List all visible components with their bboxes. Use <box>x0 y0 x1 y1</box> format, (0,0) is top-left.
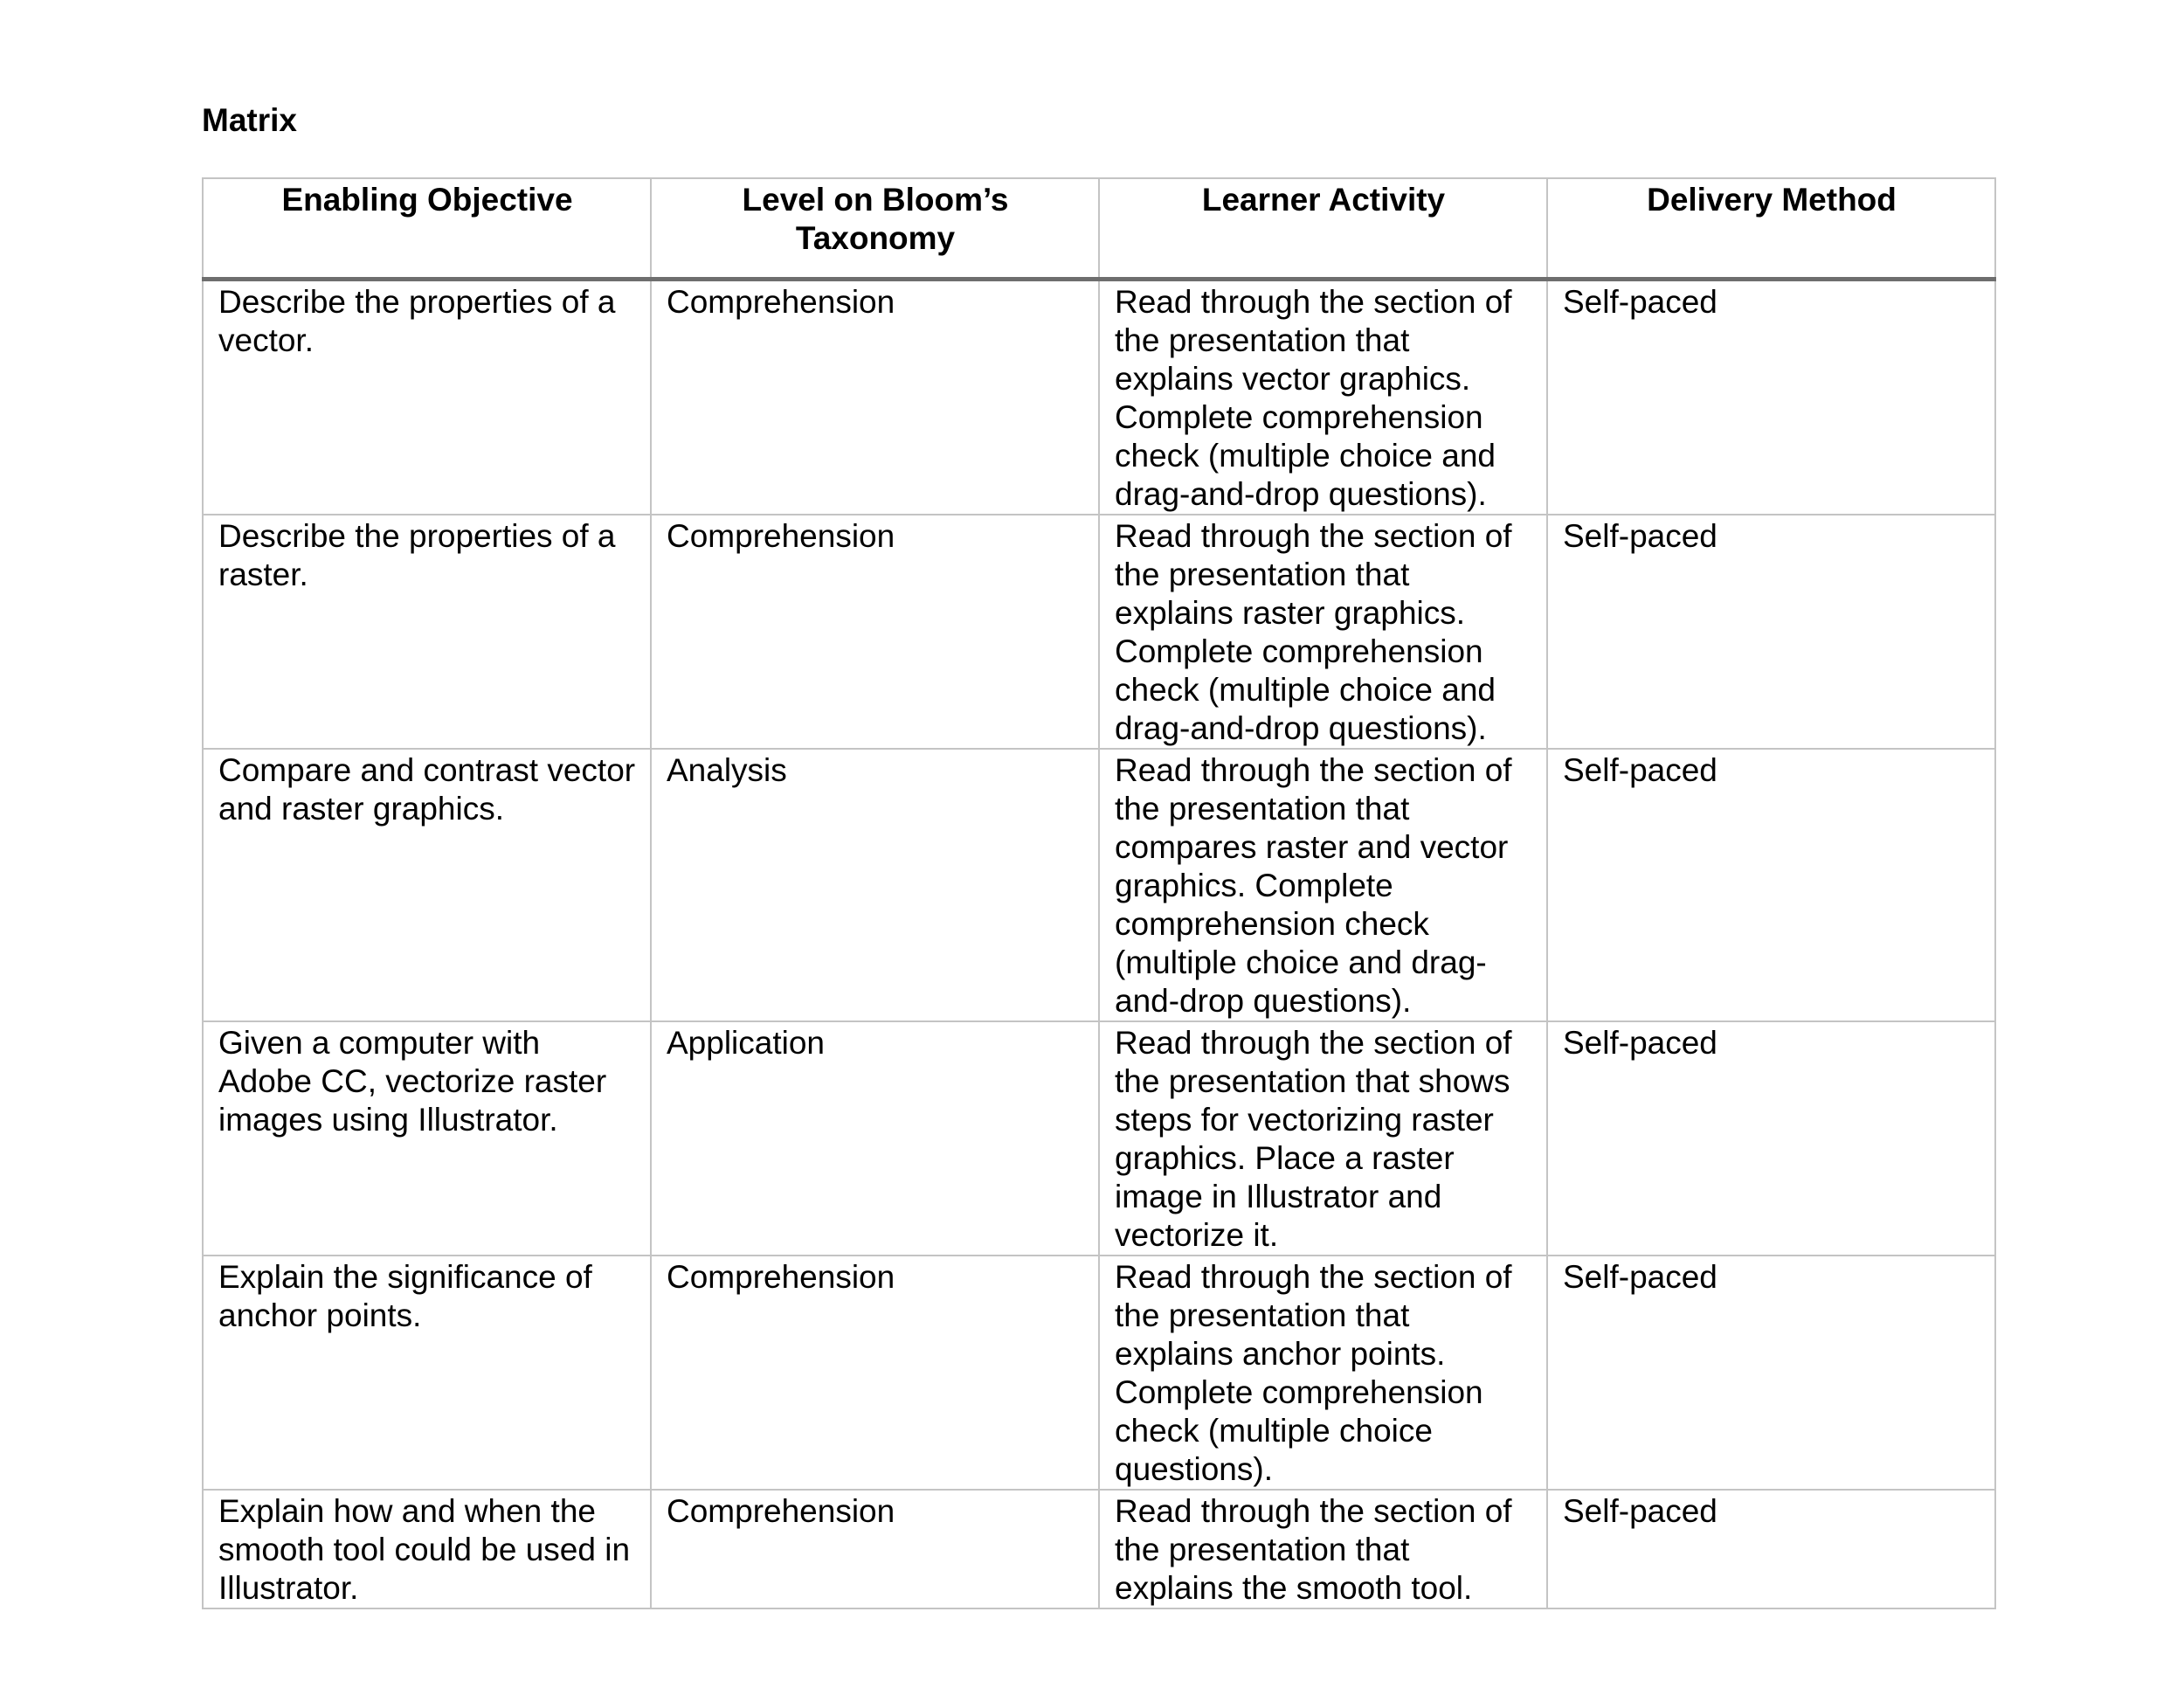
page-title: Matrix <box>202 102 297 138</box>
activity-cell: Read through the section of the presentation that explains anchor points. Complete comprehension check (multiple choice questions). <box>1099 1256 1547 1490</box>
delivery-cell: Self-paced <box>1547 1021 1995 1256</box>
delivery-cell: Self-paced <box>1547 749 1995 1021</box>
delivery-cell: Self-paced <box>1547 1490 1995 1608</box>
objective-cell: Describe the properties of a raster. <box>203 515 651 749</box>
objective-cell: Given a computer with Adobe CC, vectorize raster images using Illustrator. <box>203 1021 651 1256</box>
objective-cell: Describe the properties of a vector. <box>203 280 651 515</box>
level-cell: Comprehension <box>651 515 1099 749</box>
level-cell: Application <box>651 1021 1099 1256</box>
table-body <box>203 280 1995 1609</box>
level-cell: Comprehension <box>651 1256 1099 1490</box>
activity-cell: Read through the section of the presentation that explains raster graphics. Complete comprehension check (multiple choice and drag-and-drop questions). <box>1099 515 1547 749</box>
objective-cell: Explain the significance of anchor points. <box>203 1256 651 1490</box>
objective-cell: Compare and contrast vector and raster graphics. <box>203 749 651 1021</box>
activity-cell: Read through the section of the presentation that explains vector graphics. Complete comprehension check (multiple choice and drag-and-drop questions). <box>1099 280 1547 515</box>
table-row <box>203 280 1995 515</box>
table-row <box>203 515 1995 749</box>
activity-cell: Read through the section of the presentation that explains the smooth tool. <box>1099 1490 1547 1608</box>
table-header <box>203 178 1995 280</box>
header-learner-activity: Learner Activity <box>1099 178 1547 280</box>
header-blooms-level: Level on Bloom’s Taxonomy <box>651 178 1099 280</box>
header-row <box>203 178 1995 280</box>
table-row <box>203 1490 1995 1608</box>
delivery-cell: Self-paced <box>1547 515 1995 749</box>
level-cell: Analysis <box>651 749 1099 1021</box>
level-cell: Comprehension <box>651 280 1099 515</box>
table-row <box>203 1021 1995 1256</box>
objective-cell: Explain how and when the smooth tool could be used in Illustrator. <box>203 1490 651 1608</box>
header-enabling-objective: Enabling Objective <box>203 178 651 280</box>
table-row <box>203 1256 1995 1490</box>
delivery-cell: Self-paced <box>1547 280 1995 515</box>
table-row <box>203 749 1995 1021</box>
activity-cell: Read through the section of the presentation that shows steps for vectorizing raster graphics. Place a raster image in Illustrator and vectorize it. <box>1099 1021 1547 1256</box>
matrix-table <box>202 177 1996 1609</box>
header-delivery-method: Delivery Method <box>1547 178 1995 280</box>
activity-cell: Read through the section of the presentation that compares raster and vector graphics. Complete comprehension check (multiple choice and drag-and-drop questions). <box>1099 749 1547 1021</box>
level-cell: Comprehension <box>651 1490 1099 1608</box>
delivery-cell: Self-paced <box>1547 1256 1995 1490</box>
